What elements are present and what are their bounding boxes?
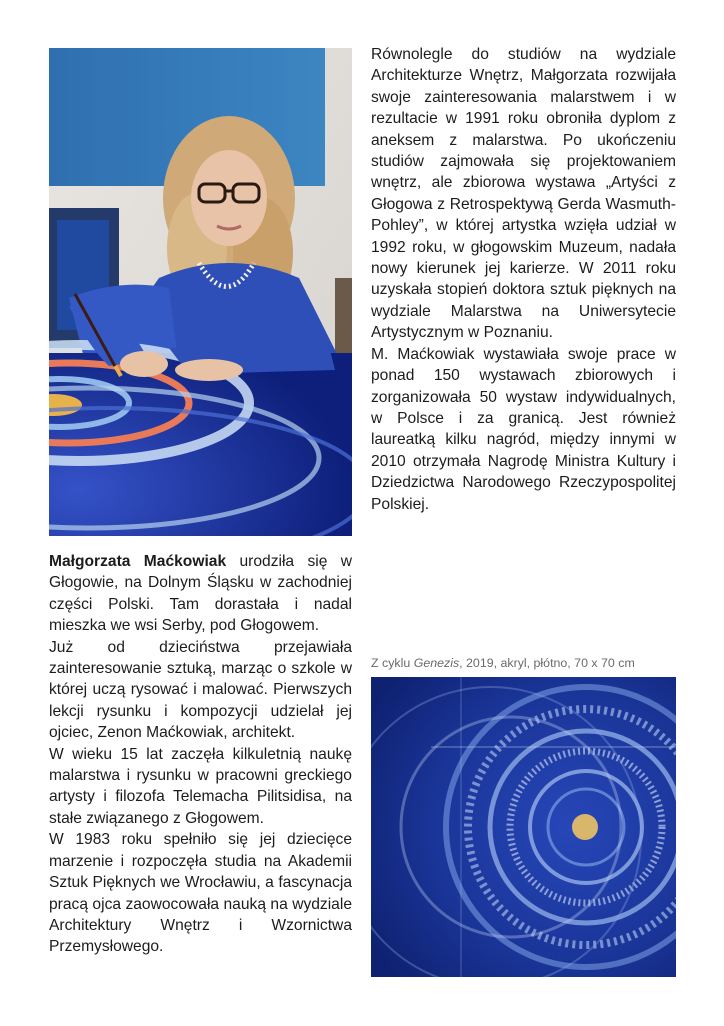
paragraph-childhood: Już od dzieciństwa przejawiała zainteresowanie sztuką, marząc o szkole w której uczą rysować i malować. Pierwszych lekcji rysunku i kompozycji udzielał jej ojciec, Zenon Maćkowiak, architekt. — [49, 638, 352, 742]
paragraph-academy: W 1983 roku spełniło się jej dziecięce marzenie i rozpoczęła studia na Akademii Sztuk Pięknych we Wrocławiu, a fascynacja pracą ojca zaowocowała nauką na wydziale Architektury Wnętrz i Wzornictwa Przemysłowego. — [49, 831, 352, 956]
left-text-column — [49, 551, 352, 958]
intro-text: urodziła się w Głogowie, na Dolnym Śląsku w zachodniej części Polski. Tam dorastała i nadal mieszka we wsi Serby, pod Głogowem. — [49, 553, 352, 635]
painting-genezis — [371, 677, 676, 977]
caption-details: , 2019, akryl, płótno, 70 x 70 cm — [459, 656, 635, 670]
artist-name: Małgorzata Maćkowiak — [49, 553, 227, 570]
paragraph-training: W wieku 15 lat zaczęła kilkuletnią naukę malarstwa i rysunku w pracowni greckiego artysty i filozofa Telemacha Pilitsidisa, na stałe związanego z Głogowem. — [49, 745, 352, 827]
paragraph-exhibitions: M. Maćkowiak wystawiała swoje prace w ponad 150 wystawach zbiorowych i zorganizowała 50 wystaw indywidualnych, w Polsce i za granicą. Jest również laureatką kilku nagród, między innymi w 2010 otrzymała Nagrodę Ministra Kultury i Dziedzictwa Narodowego Rzeczypospolitej Polskiej. — [371, 345, 676, 513]
artist-photo — [49, 48, 352, 536]
paragraph-studies: Równolegle do studiów na wydziale Architekturze Wnętrz, Małgorzata rozwijała swoje zainteresowania malarstwem i w rezultacie w 1991 roku obroniła dyplom z aneksem z malarstwa. Po ukończeniu studiów zajmowała się projektowaniem wnętrz, ale zbiorowa wystawa „Artyści z Głogowa z Retrospektywą Gerda Wasmuth-Pohley”, w której artystka wzięła udział w 1992 roku, w głogowskim Muzeum, nadała nowy kierunek jej karierze. W 2011 roku uzyskała stopień doktora sztuk pięknych na wydziale Malarstwa na Uniwersytecie Artystycznym w Poznaniu. — [371, 46, 676, 342]
right-text-column — [371, 44, 676, 515]
paragraph-intro — [49, 551, 352, 637]
painting-caption — [371, 655, 677, 671]
caption-title: Genezis — [413, 656, 460, 670]
caption-prefix: Z cyklu — [371, 656, 414, 670]
